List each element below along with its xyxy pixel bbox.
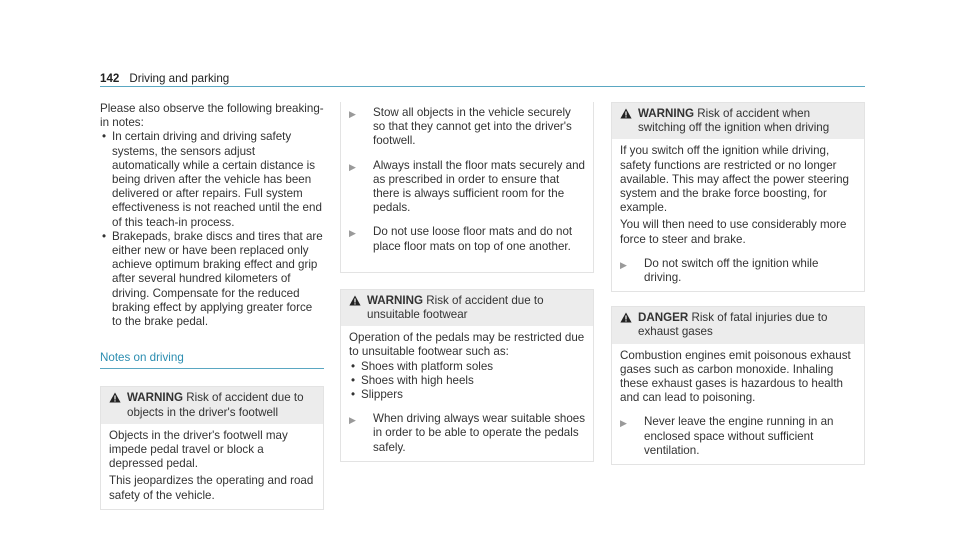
notes-heading: Notes on driving — [100, 351, 324, 369]
warning-paragraph: Objects in the driver's footwell may impede pedal travel or block a depressed pedal. — [109, 428, 288, 471]
footwear-list — [349, 360, 585, 403]
danger-title: Risk of fatal injuries due to exhaust gases — [638, 311, 828, 339]
warning-triangle-icon — [109, 391, 127, 419]
warning-body — [101, 424, 323, 509]
list-item: • Shoes with platform soles — [349, 360, 585, 374]
list-item: • Shoes with high heels — [349, 374, 585, 388]
action-item: ▶ When driving always wear suitable shoes in order to be able to operate the pedals safely. — [349, 412, 586, 454]
column-2 — [340, 102, 594, 462]
danger-header — [612, 307, 864, 343]
danger-body — [612, 344, 864, 464]
warning-label: WARNING — [127, 391, 184, 405]
warning-triangle-icon — [620, 311, 638, 339]
warning-box-ignition — [611, 102, 865, 292]
warning-label: WARNING — [367, 293, 424, 307]
header-rule — [100, 86, 865, 87]
list-item: • Brakepads, brake discs and tires that are either new or have been replaced only achieve optimum braking effect and grip after several hundred kilometers of driving. Compensate for the reduced braking effect by applying greater force to the brake pedal. — [100, 230, 324, 329]
action-item: ▶ Always install the floor mats securely and as prescribed in order to ensure that there is always sufficient room for the pedals. — [349, 158, 585, 215]
warning-paragraph: You will then need to use considerably more force to steer and brake. — [620, 218, 847, 246]
action-item: ▶ Stow all objects in the vehicle securely so that they cannot get into the driver's footwell. — [349, 106, 572, 148]
page-header — [100, 72, 229, 86]
section-title: Driving and parking — [129, 72, 230, 85]
list-item: • In certain driving and driving safety systems, the sensors adjust automatically while a certain distance is being driven after the vehicle has been delivered or after repairs. Full system effectiveness is not reached until the end of this teach-in process. — [100, 130, 324, 229]
action-item: ▶ Never leave the engine running in an enclosed space without sufficient ventilation. — [620, 415, 834, 457]
danger-label: DANGER — [638, 311, 689, 325]
warning-paragraph: If you switch off the ignition while driving, safety functions are restricted or no longer available. This may affect the power steering system and the brake force boosting, for example. — [620, 144, 849, 215]
warning-paragraph: This jeopardizes the operating and road safety of the vehicle. — [109, 474, 314, 502]
danger-box-exhaust — [611, 306, 865, 465]
warning-title: Risk of accident due to unsuitable footwear — [367, 293, 544, 322]
action-arrow-icon: ▶ — [349, 415, 356, 426]
breaking-in-list — [100, 130, 324, 329]
column-3 — [611, 102, 865, 465]
warning-header — [612, 103, 864, 139]
danger-paragraph: Combustion engines emit poisonous exhaust gases such as carbon monoxide. Inhaling these exhaust gases is hazardous to health and can lead to poisoning. — [620, 348, 851, 405]
action-arrow-icon: ▶ — [349, 228, 356, 239]
warning-box-footwell — [100, 386, 324, 509]
action-arrow-icon: ▶ — [620, 418, 627, 429]
action-list — [340, 102, 594, 273]
warning-header — [341, 290, 593, 326]
warning-box-unsuitable-footwear — [340, 289, 594, 462]
action-arrow-icon: ▶ — [349, 109, 356, 119]
column-1 — [100, 102, 324, 510]
warning-triangle-icon — [620, 107, 638, 135]
action-item: ▶ Do not switch off the ignition while driving. — [620, 256, 819, 285]
action-arrow-icon: ▶ — [349, 161, 356, 172]
action-item: ▶ Do not use loose floor mats and do not place floor mats on top of one another. — [349, 225, 573, 253]
page-number: 142 — [100, 72, 120, 85]
action-arrow-icon: ▶ — [620, 259, 627, 270]
intro-text: Please also observe the following breaking-in notes: — [100, 102, 324, 130]
list-item: • Slippers — [349, 388, 585, 402]
warning-header — [101, 387, 323, 423]
warning-body — [612, 139, 864, 291]
warning-title: Risk of accident when switching off the ignition when driving — [638, 107, 830, 135]
warning-title: Risk of accident due to objects in the driver's footwell — [127, 391, 304, 419]
warning-label: WARNING — [638, 107, 695, 120]
warning-triangle-icon — [349, 294, 367, 322]
warning-body — [341, 326, 593, 461]
warning-paragraph: Operation of the pedals may be restricted due to unsuitable footwear such as: — [349, 331, 585, 359]
